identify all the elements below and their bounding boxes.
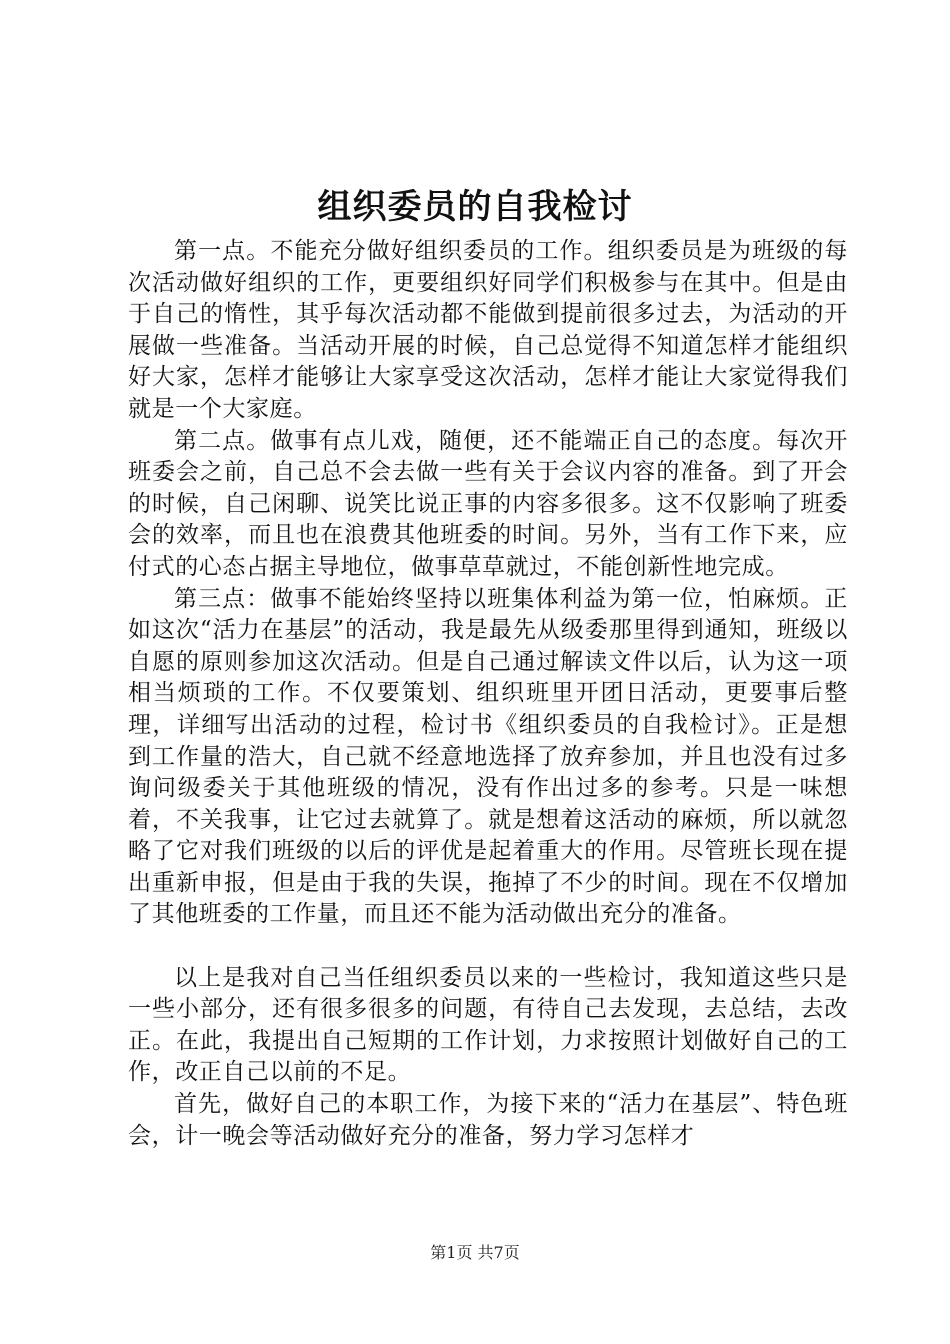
paragraph-5: 首先，做好自己的本职工作，为接下来的“活力在基层”、特色班会，计一晚会等活动做好充分的准备，努力学习怎样才 (128, 1091, 848, 1149)
document-body (128, 236, 848, 1152)
page-number-footer: 第1页 共7页 (430, 1243, 520, 1262)
document-title: 组织委员的自我检讨 (317, 187, 633, 227)
paragraph-1: 第一点。不能充分做好组织委员的工作。组织委员是为班级的每次活动做好组织的工作，更要组织好同学们积极参与在其中。但是由于自己的惰性，其乎每次活动都不能做到提前很多过去，为活动的开展做一些准备。当活动开展的时候，自己总觉得不知道怎样才能组织好大家，怎样才能够让大家享受这次活动，怎样才能让大家觉得我们就是一个大家庭。 (128, 238, 848, 422)
paragraph-2: 第二点。做事有点儿戏，随便，还不能端正自己的态度。每次开班委会之前，自己总不会去做一些有关于会议内容的准备。到了开会的时候，自己闲聊、说笑比说正事的内容多很多。这不仅影响了班委会的效率，而且也在浪费其他班委的时间。另外，当有工作下来，应付式的心态占据主导地位，做事草草就过，不能创新性地完成。 (128, 427, 848, 580)
paragraph-4: 以上是我对自己当任组织委员以来的一些检讨，我知道这些只是一些小部分，还有很多很多的问题，有待自己去发现，去总结，去改正。在此，我提出自己短期的工作计划，力求按照计划做好自己的工作，改正自己以前的不足。 (128, 964, 848, 1086)
paragraph-3: 第三点：做事不能始终坚持以班集体利益为第一位，怕麻烦。正如这次“活力在基层”的活动，我是最先从级委那里得到通知，班级以自愿的原则参加这次活动。但是自己通过解读文件以后，认为这一项相当烦琐的工作。不仅要策划、组织班里开团日活动，更要事后整理，详细写出活动的过程，检讨书《组织委员的自我检讨》。正是想到工作量的浩大，自己就不经意地选择了放弃参加，并且也没有过多询问级委关于其他班级的情况，没有作出过多的参考。只是一味想着，不关我事，让它过去就算了。就是想着这活动的麻烦，所以就忽略了它对我们班级的以后的评优是起着重大的作用。尽管班长现在提出重新申报，但是由于我的失误，拖掉了不少的时间。现在不仅增加了其他班委的工作量，而且还不能为活动做出充分的准备。 (128, 585, 848, 928)
